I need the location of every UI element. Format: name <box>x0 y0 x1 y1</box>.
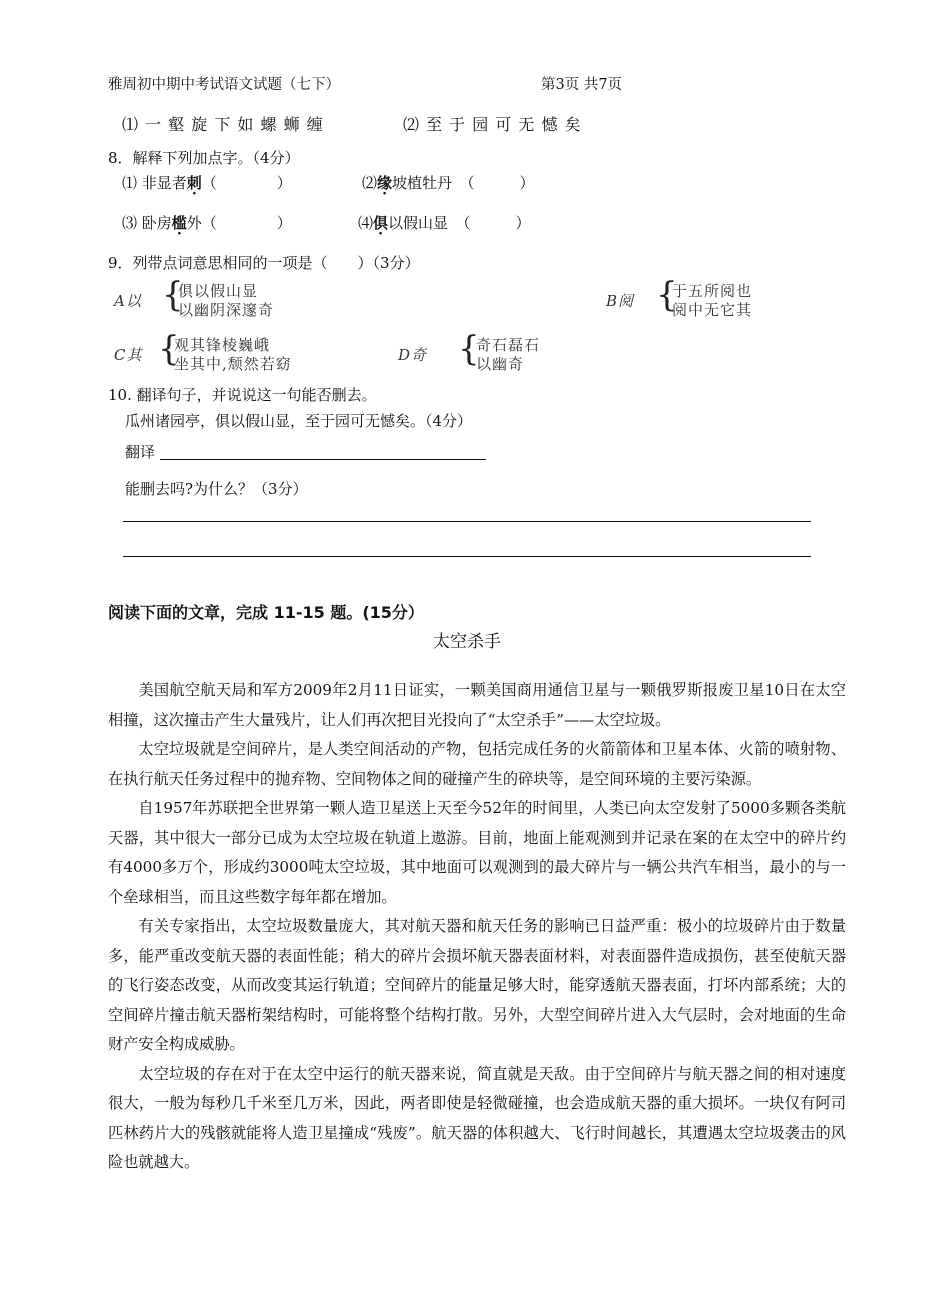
q10-translate-answer-line[interactable] <box>160 459 486 460</box>
q9-option-c-brace: { <box>158 329 180 369</box>
article-paragraph: 太空垃圾的存在对于在太空中运行的航天器来说，简直就是天敌。由于空间碎片与航天器之间的相对速度很大，一般为每秒几千米至几万米，因此，两者即使是轻微碰撞，也会造成航天器的重大损坏。一块仅有阿司匹林药片大的残骸就能将人造卫星撞成“残废”。航天器的体积越大、飞行时间越长，其遭遇太空垃圾袭击的风险也就越大。 <box>108 1064 846 1171</box>
q9-option-a-label: A以 <box>114 292 142 310</box>
q8-item-2 <box>362 172 535 193</box>
q10-translate-label: 翻译 <box>125 443 156 461</box>
q9-option-c-label: C其 <box>114 346 143 364</box>
q10-question: 能删去吗?为什么？（3分） <box>125 480 308 498</box>
q8-item-3-pre: ⑶ 卧房 <box>122 214 172 232</box>
q8-title: 8．解释下列加点字。（4分） <box>108 149 300 167</box>
q8-item-3-char: 槛 <box>171 214 187 232</box>
q9-option-d-brace: { <box>458 329 480 369</box>
q10-answer-line-2[interactable] <box>123 556 811 557</box>
q9-option-d-label: D奇 <box>398 346 428 364</box>
q8-item-2-post: 坡植牡丹 （ ） <box>392 174 535 192</box>
article-paragraph: 有关专家指出，太空垃圾数量庞大，其对航天器和航天任务的影响已日益严重：极小的垃圾碎片由于数量多，能严重改变航天器的表面性能；稍大的碎片会损坏航天器表面材料，对表面器件造成损伤，甚至使航天器的飞行姿态改变，从而改变其运行轨道；空间碎片的能量足够大时，能穿透航天器表面，打坏内部系统；大的空间碎片撞击航天器桁架结构时，可能将整个结构打散。另外，大型空间碎片进入大气层时，会对地面的生命财产安全构成威胁。 <box>108 917 846 1053</box>
q8-item-3-post: 外（ ） <box>186 214 292 232</box>
q8-item-2-pre: ⑵ <box>362 174 378 192</box>
q9-option-c-line2: 坐其中,颓然若窈 <box>174 355 292 373</box>
q8-item-2-char: 缘 <box>377 174 393 192</box>
q9-option-d-line1: 奇石磊石 <box>476 336 541 354</box>
q8-item-4-pre: ⑷ <box>358 214 374 232</box>
q8-item-1 <box>122 172 292 193</box>
q8-item-1-char: 刺 <box>186 174 202 192</box>
article-title: 太空杀手 <box>433 632 501 652</box>
q9-option-b-line2: 阅中无它其 <box>672 301 753 319</box>
article-paragraph: 太空垃圾就是空间碎片，是人类空间活动的产物，包括完成任务的火箭箭体和卫星本体、火箭的喷射物、在执行航天任务过程中的抛弃物、空间物体之间的碰撞产生的碎块等，是空间环境的主要污染源。 <box>108 740 846 788</box>
q8-item-4 <box>358 212 531 233</box>
q9-option-b-label: B阅 <box>606 292 635 310</box>
header-left: 雅周初中期中考试语文试题（七下） <box>108 77 340 93</box>
q10-title: 10. 翻译句子，并说说这一句能否删去。 <box>108 386 377 404</box>
q9-option-a-line1: 俱以假山显 <box>178 282 259 300</box>
q9-option-a-line2: 以幽阴深邃奇 <box>178 301 275 319</box>
q10-sentence: 瓜州诸园亭，俱以假山显，至于园可无憾矣。（4分） <box>125 412 473 430</box>
q9-option-a-brace: { <box>162 275 184 315</box>
q8-item-1-pre: ⑴ 非显者 <box>122 174 187 192</box>
reading-heading: 阅读下面的文章，完成 11-15 题。(15分） <box>108 603 424 622</box>
q8-item-3 <box>122 212 292 233</box>
article-paragraph: 美国航空航天局和军方2009年2月11日证实，一颗美国商用通信卫星与一颗俄罗斯报废卫星10日在太空相撞，这次撞击产生大量残片，让人们再次把目光投向了“太空杀手”——太空垃圾。 <box>108 681 846 729</box>
q9-option-b-brace: { <box>656 275 678 315</box>
q8-item-1-post: （ ） <box>201 174 292 192</box>
q9-title: 9．列带点词意思相同的一项是（ ）（3分） <box>108 254 420 272</box>
q7-item-a: ⑴ 一 壑 旋 下 如 螺 蛳 缠 <box>122 115 324 134</box>
q8-item-4-post: 以假山显 （ ） <box>388 214 531 232</box>
q9-option-c-line1: 观其锋棱巍峨 <box>174 336 271 354</box>
q8-item-4-char: 俱 <box>373 214 389 232</box>
article-paragraph: 自1957年苏联把全世界第一颗人造卫星送上天至今52年的时间里，人类已向太空发射了5000多颗各类航天器，其中很大一部分已成为太空垃圾在轨道上遨游。目前，地面上能观测到并记录在案的在太空中的碎片约有4000多万个，形成约3000吨太空垃圾，其中地面可以观测到的最大碎片与一辆公共汽车相当，最小的与一个垒球相当，而且这些数字每年都在增加。 <box>108 799 846 906</box>
q9-option-b-line1: 于五所阅也 <box>672 282 753 300</box>
q10-answer-line-1[interactable] <box>123 521 811 522</box>
header-right: 第3页 共7页 <box>541 77 623 93</box>
q7-item-b: ⑵ 至 于 园 可 无 憾 矣 <box>403 115 582 134</box>
q9-option-d-line2: 以幽奇 <box>476 355 525 373</box>
article-body <box>108 676 846 1178</box>
